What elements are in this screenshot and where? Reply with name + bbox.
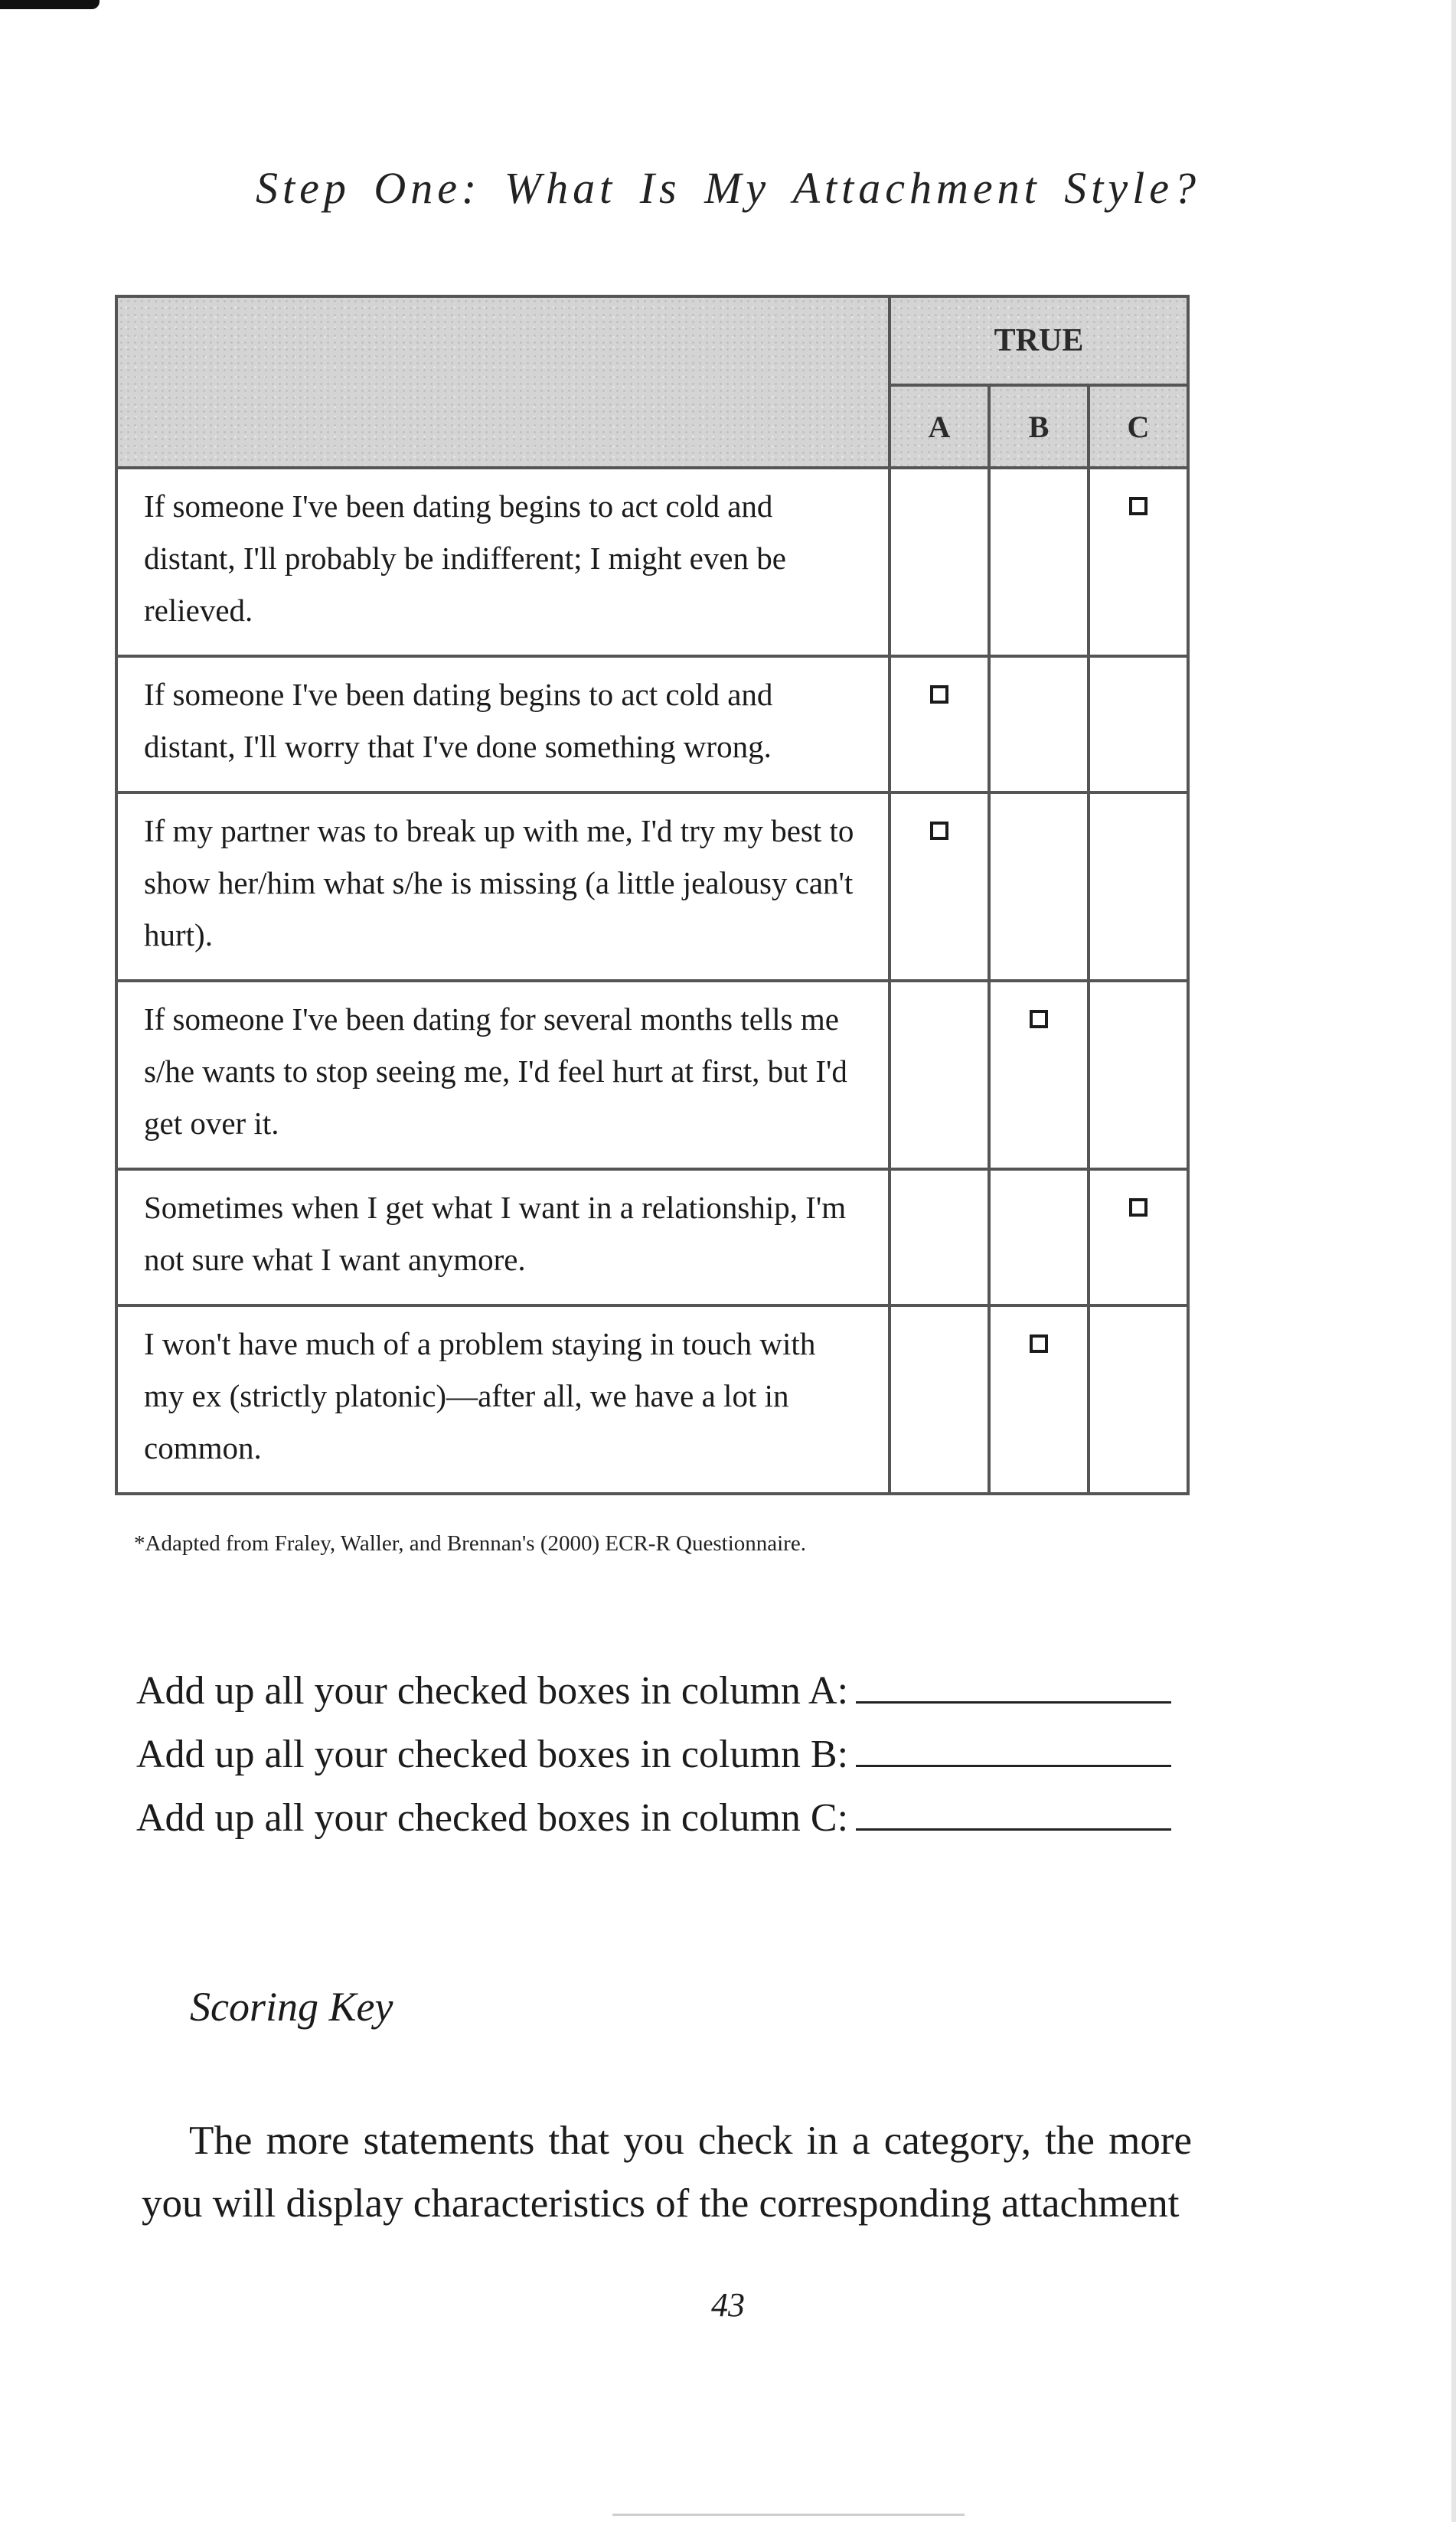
tally-label-b: Add up all your checked boxes in column B: xyxy=(136,1733,849,1776)
table-row xyxy=(116,656,1188,792)
table-row xyxy=(116,1169,1188,1305)
page-number: 43 xyxy=(711,2286,745,2324)
cell-c[interactable] xyxy=(1089,1169,1188,1305)
cell-a[interactable] xyxy=(890,792,989,981)
table-row xyxy=(116,468,1188,656)
cell-a xyxy=(890,468,989,656)
table-footnote: *Adapted from Fraley, Waller, and Brennan's (2000) ECR-R Questionnaire. xyxy=(134,1531,806,1556)
table-row xyxy=(116,792,1188,981)
body-paragraph: The more statements that you check in a category, the more you will display characteristics of the corresponding attachment xyxy=(142,2119,1192,2226)
checkbox[interactable] xyxy=(930,685,948,704)
cell-b xyxy=(989,1169,1089,1305)
true-header: TRUE xyxy=(890,296,1188,385)
tally-line-a xyxy=(136,1671,1193,1711)
table-body xyxy=(116,468,1188,1494)
tally-line-b xyxy=(136,1734,1193,1775)
statement-text: If someone I've been dating begins to act cold and distant, I'll probably be indifferent; I might even be relieved. xyxy=(116,468,890,656)
cell-a xyxy=(890,1305,989,1494)
tally-blank-a[interactable] xyxy=(856,1671,1171,1704)
statement-text: If my partner was to break up with me, I'd try my best to show her/him what s/he is missing (a little jealousy can't hurt). xyxy=(116,792,890,981)
scan-artifact xyxy=(612,2514,965,2516)
checkbox[interactable] xyxy=(930,822,948,840)
cell-b xyxy=(989,792,1089,981)
scoring-key-heading: Scoring Key xyxy=(190,1984,393,2030)
statement-text: If someone I've been dating for several months tells me s/he wants to stop seeing me, I'd feel hurt at first, but I'd get over it. xyxy=(116,981,890,1169)
checkbox[interactable] xyxy=(1129,497,1147,515)
column-b-header: B xyxy=(989,385,1089,468)
cell-c[interactable] xyxy=(1089,468,1188,656)
cell-c xyxy=(1089,792,1188,981)
checkbox[interactable] xyxy=(1030,1010,1048,1028)
cell-c xyxy=(1089,1305,1188,1494)
tally-label-c: Add up all your checked boxes in column C: xyxy=(136,1796,849,1840)
table-row xyxy=(116,1305,1188,1494)
cell-b xyxy=(989,656,1089,792)
column-a-header: A xyxy=(890,385,989,468)
statement-text: I won't have much of a problem staying in touch with my ex (strictly platonic)—after all, we have a lot in common. xyxy=(116,1305,890,1494)
cell-c xyxy=(1089,656,1188,792)
cell-b[interactable] xyxy=(989,981,1089,1169)
checkbox[interactable] xyxy=(1129,1198,1147,1217)
attachment-questionnaire-table xyxy=(115,295,1190,1495)
tally-line-c xyxy=(136,1798,1193,1838)
tally-blank-c[interactable] xyxy=(856,1798,1171,1831)
statement-header-cell xyxy=(116,296,890,468)
statement-text: If someone I've been dating begins to act cold and distant, I'll worry that I've done something wrong. xyxy=(116,656,890,792)
cell-b[interactable] xyxy=(989,1305,1089,1494)
tally-blank-b[interactable] xyxy=(856,1734,1171,1767)
checkbox[interactable] xyxy=(1030,1335,1048,1353)
statement-text: Sometimes when I get what I want in a relationship, I'm not sure what I want anymore. xyxy=(116,1169,890,1305)
table-row xyxy=(116,981,1188,1169)
cell-a[interactable] xyxy=(890,656,989,792)
cell-c xyxy=(1089,981,1188,1169)
table-header-row xyxy=(116,296,1188,385)
tally-label-a: Add up all your checked boxes in column A: xyxy=(136,1669,849,1713)
cell-a xyxy=(890,981,989,1169)
cell-a xyxy=(890,1169,989,1305)
cell-b xyxy=(989,468,1089,656)
running-head: Step One: What Is My Attachment Style? xyxy=(256,163,1200,213)
column-c-header: C xyxy=(1089,385,1188,468)
